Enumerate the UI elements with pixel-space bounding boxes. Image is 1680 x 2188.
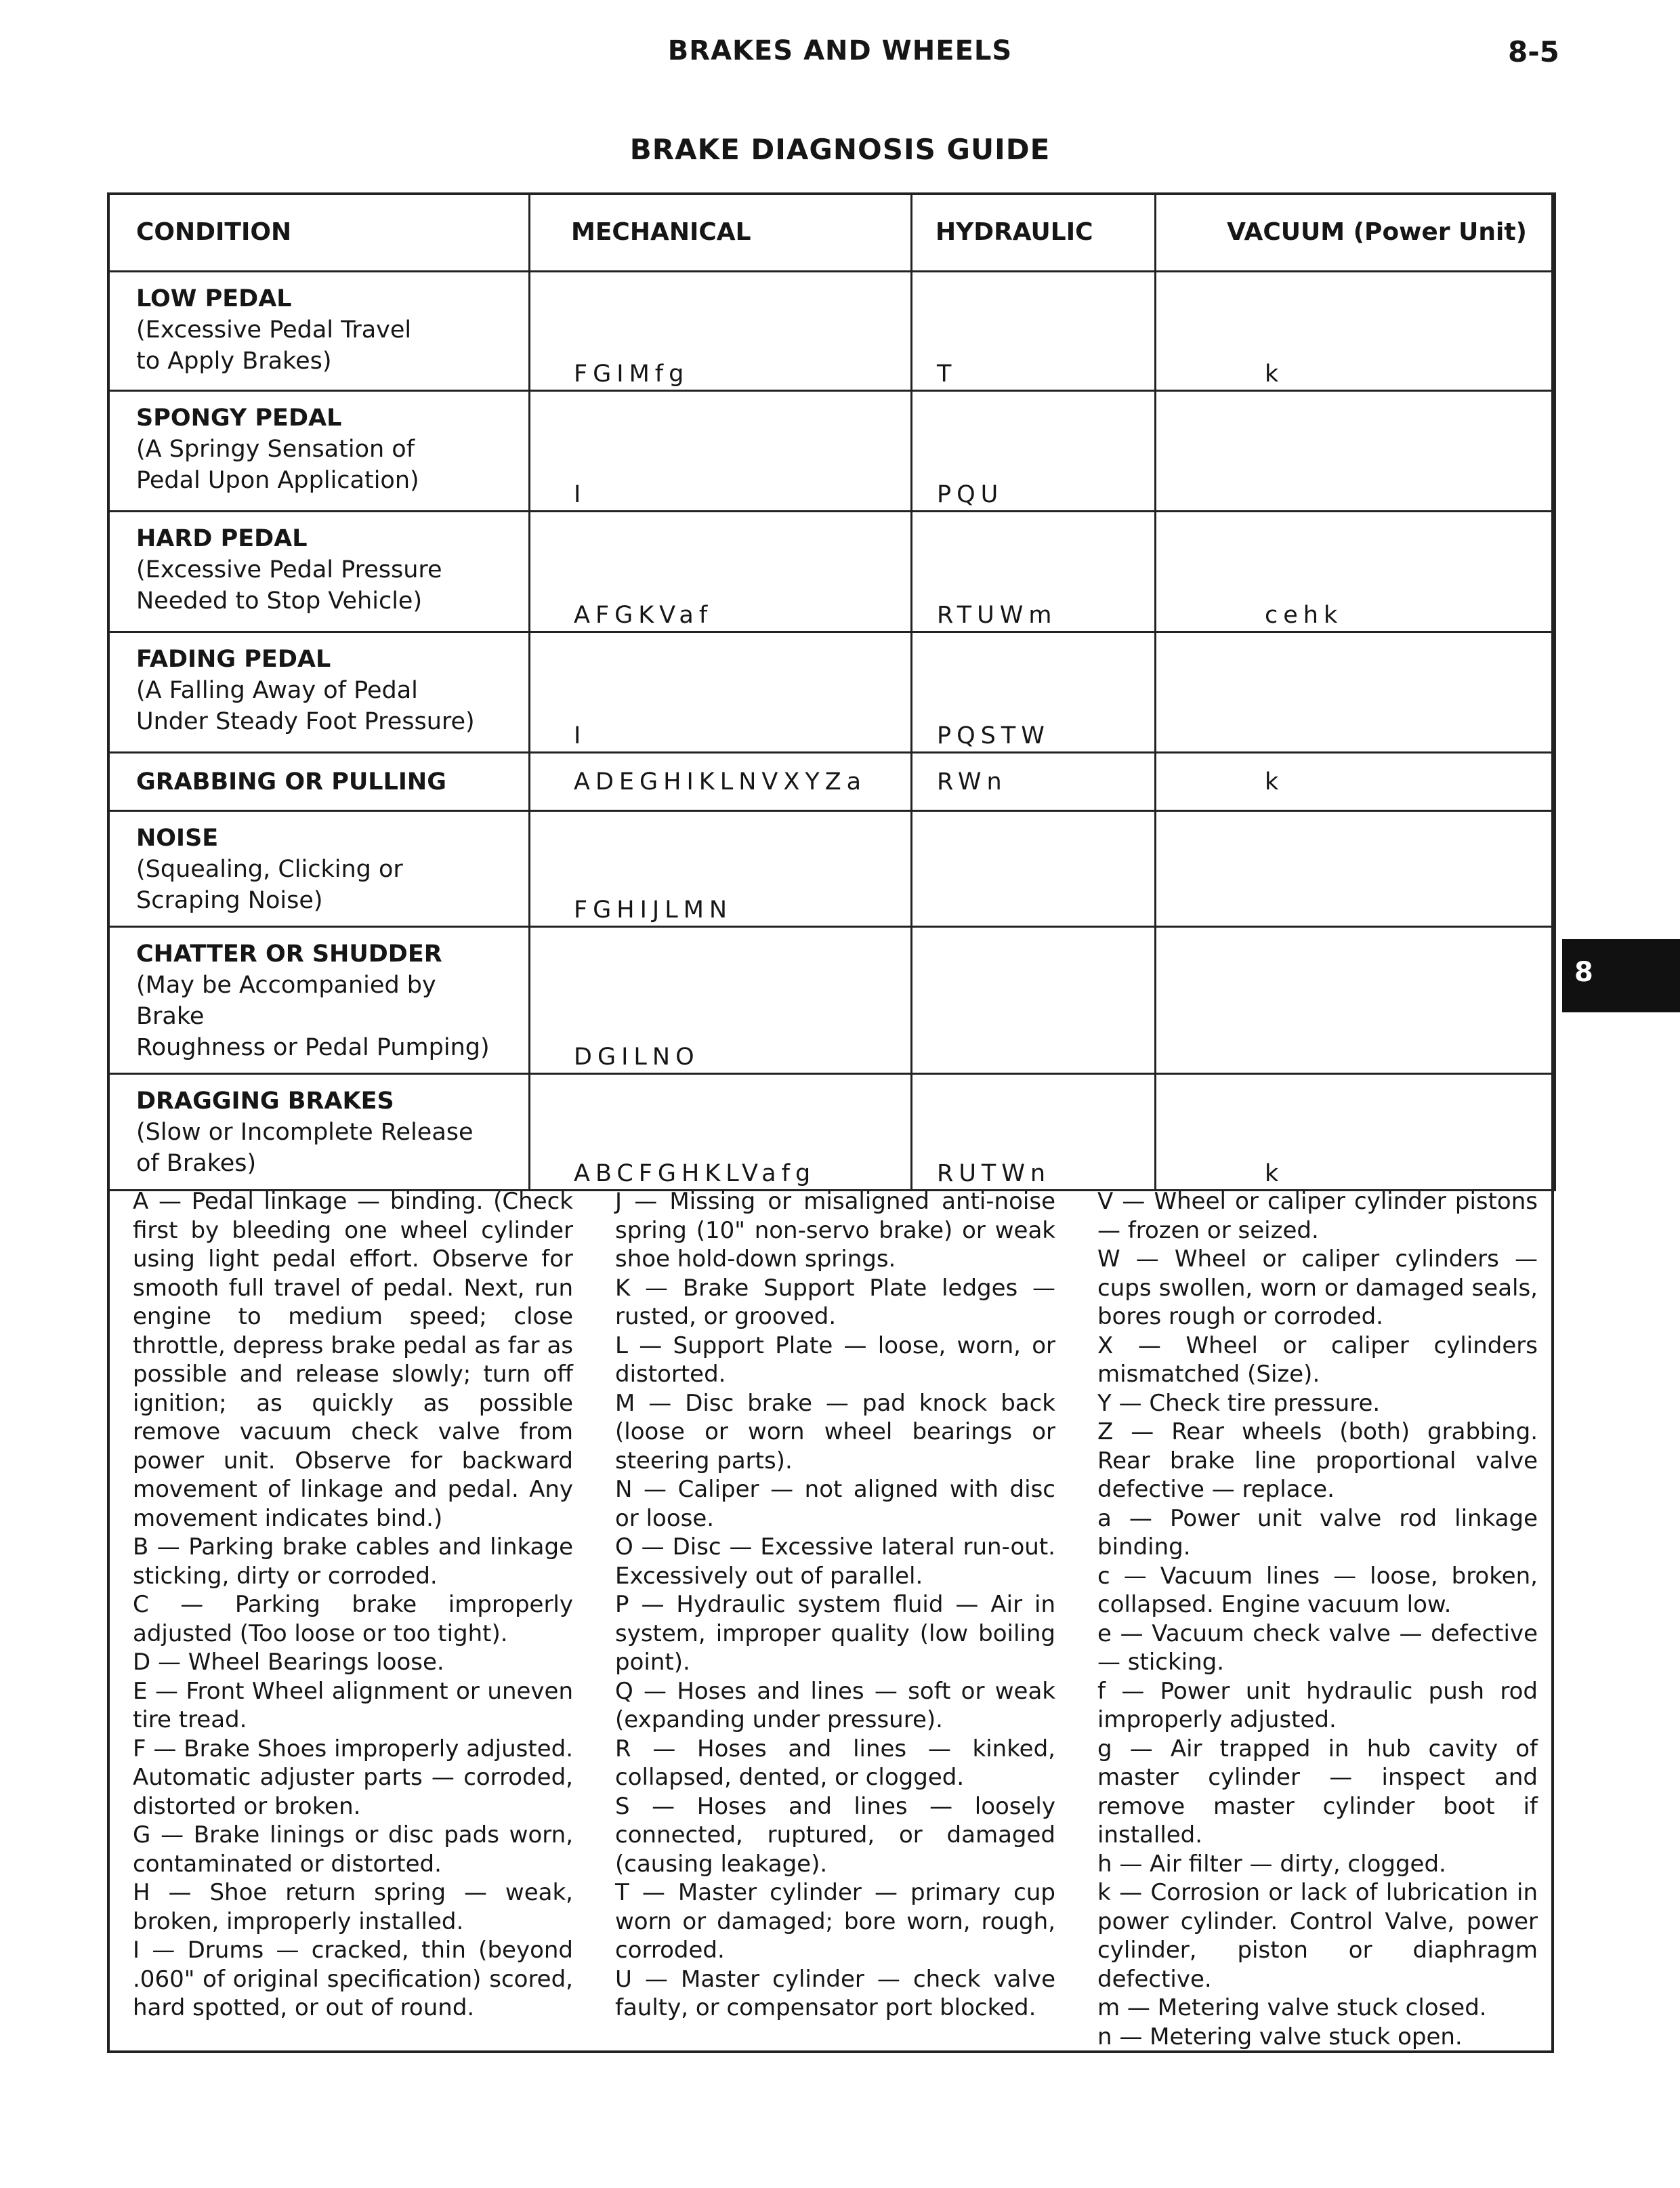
legend-item: M — Disc brake — pad knock back (loose or worn wheel bearings or steering parts). — [615, 1389, 1055, 1474]
table-row — [108, 1074, 1555, 1191]
condition-description: (Excessive Pedal Pressure — [136, 556, 442, 583]
vacuum-codes: k — [1156, 753, 1555, 811]
page-number: 8-5 — [1508, 35, 1559, 68]
condition-cell — [108, 391, 530, 512]
legend-item: h — Air filter — dirty, clogged. — [1097, 1850, 1446, 1878]
vacuum-codes: k — [1156, 272, 1555, 391]
legend-item: S — Hoses and lines — loosely connected, ruptured, or damaged (causing leakage). — [615, 1792, 1055, 1878]
condition-description: (A Springy Sensation of — [136, 436, 415, 463]
legend-item: N — Caliper — not aligned with disc or loose. — [615, 1476, 1055, 1532]
condition-title: SPONGY PEDAL — [136, 405, 342, 432]
condition-title: GRABBING OR PULLING — [136, 768, 446, 796]
legend-item: H — Shoe return spring — weak, broken, improperly installed. — [133, 1879, 573, 1935]
condition-cell — [108, 272, 530, 391]
mechanical-codes: AFGKVaf — [530, 512, 912, 632]
table-header-row — [108, 194, 1555, 272]
page-header — [0, 35, 1680, 76]
legend-item: E — Front Wheel alignment or uneven tire tread. — [133, 1677, 573, 1733]
legend-item: F — Brake Shoes improperly adjusted. Automatic adjuster parts — corroded, distorted or broken. — [133, 1735, 573, 1820]
table-row — [108, 391, 1555, 512]
condition-cell — [108, 632, 530, 753]
legend-item: c — Vacuum lines — loose, broken, collapsed. Engine vacuum low. — [1097, 1562, 1538, 1618]
table-row — [108, 632, 1555, 753]
condition-description: Under Steady Foot Pressure) — [136, 708, 475, 735]
table-row — [108, 272, 1555, 391]
legend-item: k — Corrosion or lack of lubrication in power cylinder. Control Valve, power cylinder, piston or diaphragm defective. — [1097, 1879, 1538, 1993]
table-row — [108, 512, 1555, 632]
legend — [133, 1187, 1538, 2051]
diagnosis-table — [107, 192, 1556, 1191]
condition-description: (Slow or Incomplete Release — [136, 1119, 474, 1146]
legend-item: Q — Hoses and lines — soft or weak (expanding under pressure). — [615, 1677, 1055, 1733]
column-header-vacuum: VACUUM (Power Unit) — [1156, 194, 1555, 272]
legend-item: R — Hoses and lines — kinked, collapsed, dented, or clogged. — [615, 1735, 1055, 1791]
vacuum-codes — [1156, 927, 1555, 1074]
column-header-condition: CONDITION — [108, 194, 530, 272]
legend-item: a — Power unit valve rod linkage binding. — [1097, 1504, 1538, 1561]
legend-item: Y — Check tire pressure. — [1097, 1389, 1381, 1417]
hydraulic-codes — [912, 811, 1156, 927]
condition-title: DRAGGING BRAKES — [136, 1088, 394, 1115]
condition-cell — [108, 811, 530, 927]
legend-item: e — Vacuum check valve — defective — sticking. — [1097, 1619, 1538, 1676]
legend-item: V — Wheel or caliper cylinder pistons — frozen or seized. — [1097, 1188, 1538, 1244]
condition-description: (Squealing, Clicking or — [136, 856, 403, 883]
condition-description: to Apply Brakes) — [136, 348, 332, 375]
condition-description: Roughness or Pedal Pumping) — [136, 1034, 490, 1061]
legend-item: A — Pedal linkage — binding. (Check first by bleeding one wheel cylinder using light pedal effort. Observe for smooth full travel of pedal. Next, run engine to medium speed; close throttle, depress brake pedal as far as possible and release slowly; turn off ignition; as quickly as possible remove vacuum check valve from power unit. Observe for backward movement of linkage and pedal. Any movement indicates bind.) — [133, 1188, 573, 1532]
mechanical-codes: I — [530, 391, 912, 512]
legend-item: L — Support Plate — loose, worn, or distorted. — [615, 1332, 1055, 1388]
condition-description: (May be Accompanied by Brake — [136, 972, 436, 1030]
condition-description: (A Falling Away of Pedal — [136, 677, 418, 704]
column-header-mechanical: MECHANICAL — [530, 194, 912, 272]
vacuum-codes — [1156, 391, 1555, 512]
hydraulic-codes: PQSTW — [912, 632, 1156, 753]
legend-item: G — Brake linings or disc pads worn, contaminated or distorted. — [133, 1821, 573, 1878]
hydraulic-codes: PQU — [912, 391, 1156, 512]
mechanical-codes: FGHIJLMN — [530, 811, 912, 927]
legend-item: T — Master cylinder — primary cup worn or damaged; bore worn, rough, corroded. — [615, 1879, 1055, 1964]
mechanical-codes: ABCFGHKLVafg — [530, 1074, 912, 1191]
legend-item: I — Drums — cracked, thin (beyond .060" of original specification) scored, hard spotted, or out of round. — [133, 1937, 573, 2021]
condition-description: Scraping Noise) — [136, 887, 323, 914]
condition-description: (Excessive Pedal Travel — [136, 316, 412, 344]
legend-column — [133, 1187, 573, 2051]
legend-item: P — Hydraulic system fluid — Air in system, improper quality (low boiling point). — [615, 1591, 1055, 1676]
legend-item: Z — Rear wheels (both) grabbing. Rear brake line proportional valve defective — replace. — [1097, 1418, 1538, 1503]
legend-item: C — Parking brake improperly adjusted (Too loose or too tight). — [133, 1591, 573, 1647]
legend-item: U — Master cylinder — check valve faulty, or compensator port blocked. — [615, 1965, 1055, 2021]
condition-description: of Brakes) — [136, 1150, 257, 1177]
hydraulic-codes: RUTWn — [912, 1074, 1156, 1191]
legend-column — [615, 1187, 1055, 2051]
vacuum-codes: cehk — [1156, 512, 1555, 632]
legend-item: J — Missing or misaligned anti-noise spring (10" non-servo brake) or weak shoe hold-down springs. — [615, 1188, 1055, 1273]
condition-cell — [108, 1074, 530, 1191]
vacuum-codes — [1156, 632, 1555, 753]
vacuum-codes: k — [1156, 1074, 1555, 1191]
table-row — [108, 927, 1555, 1074]
hydraulic-codes: RWn — [912, 753, 1156, 811]
column-header-hydraulic: HYDRAULIC — [912, 194, 1156, 272]
guide-title: BRAKE DIAGNOSIS GUIDE — [629, 133, 1051, 166]
legend-item: B — Parking brake cables and linkage sticking, dirty or corroded. — [133, 1533, 573, 1590]
mechanical-codes: DGILNO — [530, 927, 912, 1074]
legend-item: X — Wheel or caliper cylinders mismatched (Size). — [1097, 1332, 1538, 1388]
condition-cell — [108, 927, 530, 1074]
condition-title: HARD PEDAL — [136, 525, 308, 552]
legend-item: O — Disc — Excessive lateral run-out. Excessively out of parallel. — [615, 1533, 1055, 1590]
table-row — [108, 753, 1555, 811]
condition-title: FADING PEDAL — [136, 646, 331, 673]
legend-item: n — Metering valve stuck open. — [1097, 2023, 1463, 2050]
vacuum-codes — [1156, 811, 1555, 927]
hydraulic-codes — [912, 927, 1156, 1074]
legend-item: D — Wheel Bearings loose. — [133, 1649, 444, 1676]
legend-item: K — Brake Support Plate ledges — rusted, or grooved. — [615, 1274, 1055, 1330]
condition-title: LOW PEDAL — [136, 285, 292, 312]
condition-cell — [108, 753, 530, 811]
table-row — [108, 811, 1555, 927]
condition-description: Needed to Stop Vehicle) — [136, 587, 423, 615]
section-title: BRAKES AND WHEELS — [667, 35, 1013, 66]
condition-title: NOISE — [136, 825, 219, 852]
section-tab-label: 8 — [1574, 957, 1593, 988]
legend-item: W — Wheel or caliper cylinders — cups swollen, worn or damaged seals, bores rough or corroded. — [1097, 1245, 1538, 1330]
legend-item: m — Metering valve stuck closed. — [1097, 1994, 1487, 2021]
condition-description: Pedal Upon Application) — [136, 467, 419, 494]
mechanical-codes: I — [530, 632, 912, 753]
condition-title: CHATTER OR SHUDDER — [136, 941, 442, 968]
legend-item: g — Air trapped in hub cavity of master cylinder — inspect and remove master cylinder boot if installed. — [1097, 1735, 1538, 1849]
legend-column — [1097, 1187, 1538, 2051]
condition-cell — [108, 512, 530, 632]
mechanical-codes: ADEGHIKLNVXYZa — [530, 753, 912, 811]
mechanical-codes: FGIMfg — [530, 272, 912, 391]
hydraulic-codes: T — [912, 272, 1156, 391]
legend-item: f — Power unit hydraulic push rod improperly adjusted. — [1097, 1677, 1538, 1733]
hydraulic-codes: RTUWm — [912, 512, 1156, 632]
